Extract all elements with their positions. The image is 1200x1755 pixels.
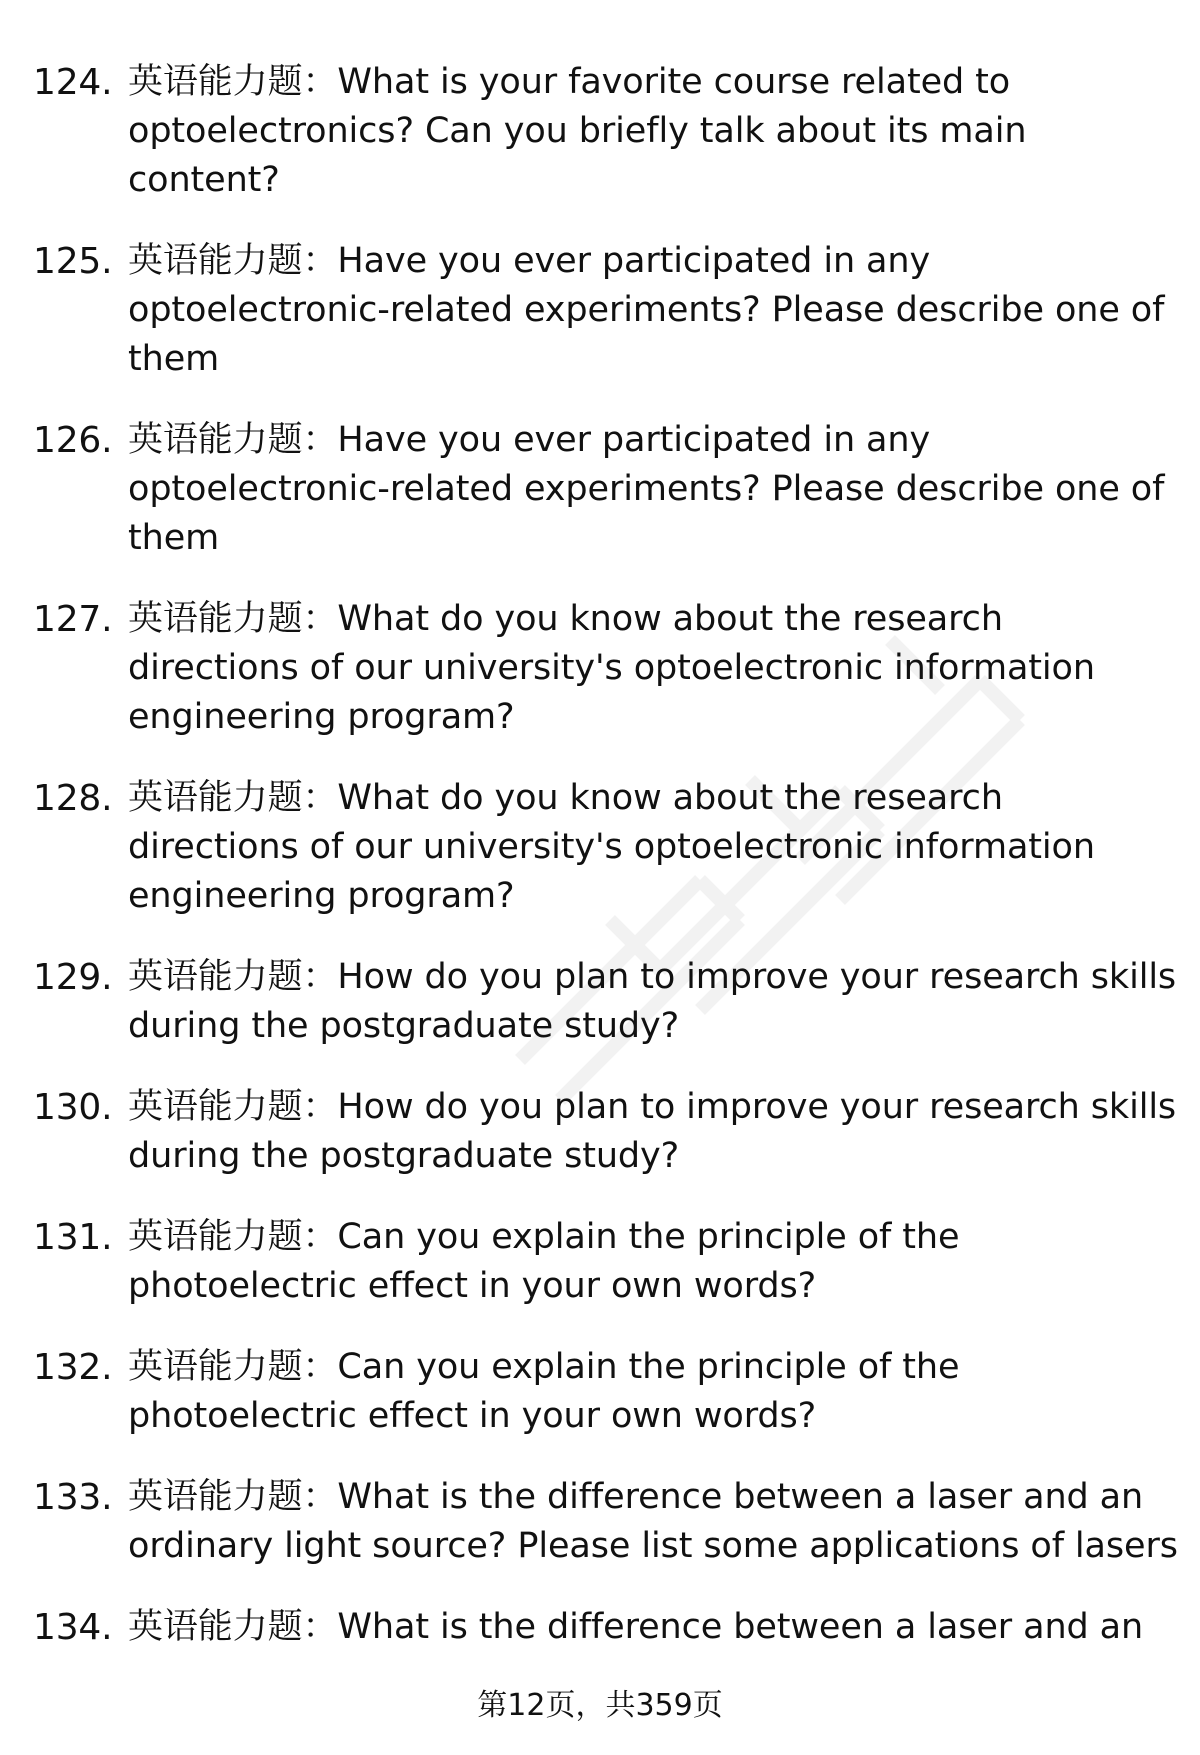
- question-text-block: [128, 1473, 1183, 1571]
- question-number: 127.: [33, 599, 113, 640]
- question-number: 131.: [33, 1217, 113, 1258]
- question-text: What is the difference between a laser and an: [337, 1607, 1144, 1647]
- question-number: 128.: [33, 778, 113, 819]
- question-separator: ：: [302, 241, 338, 281]
- question-text-block: [128, 1343, 1183, 1441]
- question-item: [0, 416, 1200, 563]
- question-separator: ：: [302, 1347, 338, 1387]
- question-text: Have you ever participated in any optoelectronic-related experiments? Please describe one of them: [128, 420, 1165, 558]
- question-number: 134.: [33, 1607, 113, 1648]
- question-separator: ：: [302, 1477, 338, 1517]
- question-text-block: [128, 58, 1183, 205]
- question-text: What do you know about the research directions of our university's optoelectronic information engineering program?: [128, 778, 1095, 916]
- question-prefix: 英语能力题: [128, 1217, 303, 1257]
- question-separator: ：: [302, 1087, 338, 1127]
- question-text: How do you plan to improve your research skills during the postgraduate study?: [128, 957, 1177, 1046]
- question-prefix: 英语能力题: [128, 1347, 303, 1387]
- question-text-block: [128, 595, 1183, 742]
- question-text: What is the difference between a laser and an ordinary light source? Please list some applications of lasers: [128, 1477, 1178, 1566]
- question-prefix: 英语能力题: [128, 1477, 303, 1517]
- question-prefix: 英语能力题: [128, 599, 303, 639]
- question-number: 129.: [33, 957, 113, 998]
- question-separator: ：: [302, 420, 338, 460]
- question-item: [0, 58, 1200, 205]
- question-text-block: [128, 1213, 1183, 1311]
- question-list: [0, 58, 1200, 1685]
- question-prefix: 英语能力题: [128, 420, 303, 460]
- question-text-block: [128, 1083, 1183, 1181]
- question-text: How do you plan to improve your research skills during the postgraduate study?: [128, 1087, 1177, 1176]
- question-text-block: [128, 774, 1183, 921]
- question-item: [0, 1213, 1200, 1311]
- question-separator: ：: [302, 957, 338, 997]
- question-text: Can you explain the principle of the photoelectric effect in your own words?: [128, 1347, 960, 1436]
- question-number: 132.: [33, 1347, 113, 1388]
- question-item: [0, 595, 1200, 742]
- question-separator: ：: [302, 62, 338, 102]
- question-separator: ：: [302, 1217, 338, 1257]
- question-text-block: [128, 953, 1183, 1051]
- question-prefix: 英语能力题: [128, 62, 303, 102]
- question-text-block: [128, 237, 1183, 384]
- question-number: 125.: [33, 241, 113, 282]
- question-text: Can you explain the principle of the photoelectric effect in your own words?: [128, 1217, 960, 1306]
- question-separator: ：: [302, 599, 338, 639]
- question-item: [0, 1083, 1200, 1181]
- question-text: What is your favorite course related to optoelectronics? Can you briefly talk about its main content?: [128, 62, 1027, 200]
- question-prefix: 英语能力题: [128, 241, 303, 281]
- question-number: 130.: [33, 1087, 113, 1128]
- question-separator: ：: [302, 778, 338, 818]
- question-item: [0, 1603, 1200, 1653]
- question-number: 133.: [33, 1477, 113, 1518]
- question-text: What do you know about the research directions of our university's optoelectronic information engineering program?: [128, 599, 1095, 737]
- question-number: 126.: [33, 420, 113, 461]
- question-item: [0, 953, 1200, 1051]
- question-separator: ：: [302, 1607, 338, 1647]
- question-text: Have you ever participated in any optoelectronic-related experiments? Please describe one of them: [128, 241, 1165, 379]
- question-item: [0, 1473, 1200, 1571]
- question-item: [0, 774, 1200, 921]
- question-prefix: 英语能力题: [128, 957, 303, 997]
- question-item: [0, 237, 1200, 384]
- question-item: [0, 1343, 1200, 1441]
- page-footer: 第12页，共359页: [477, 1688, 723, 1723]
- question-prefix: 英语能力题: [128, 1087, 303, 1127]
- question-number: 124.: [33, 62, 113, 103]
- question-prefix: 英语能力题: [128, 778, 303, 818]
- question-prefix: 英语能力题: [128, 1607, 303, 1647]
- question-text-block: [128, 1603, 1183, 1652]
- question-text-block: [128, 416, 1183, 563]
